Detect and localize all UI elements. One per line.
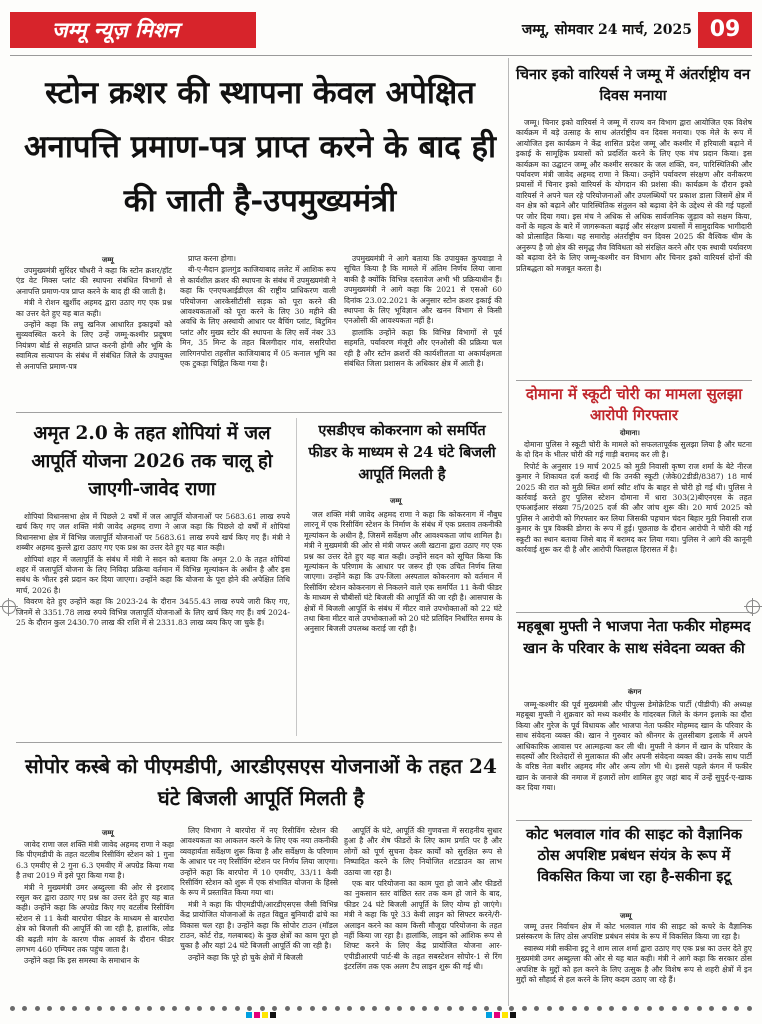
footer-dot-icon: [722, 1006, 727, 1011]
footer-dot-icon: [434, 1006, 439, 1011]
footer-dot-icon: [72, 1006, 77, 1011]
sopore-byline: जम्मू: [102, 829, 114, 837]
footer-dot-icon: [47, 1006, 52, 1011]
footer-dot-icon: [335, 1006, 340, 1011]
paragraph: मंत्री ने मुख्यमंत्री उमर अब्दुल्ला की ओर से इरशाद रसूल कर द्वारा उठाए गए प्रश्न का उत्तर देते हुए यह बात कही। उन्होंने कहा कि अपग्रेड किए गए वटलीब रिसीविंग स्टेशन से 11 केवी बारपोरा फीडर के माध्यम से बारपोरा क्षेत्र को बिजली की आपूर्ति की जा रही है, हालांकि, लोड की बढ़ती मांग के कारण पीक आवर्स के दौरान फीडर लगभग 460 एम्पियर तक पहुंच जाता है।: [16, 882, 174, 955]
paragraph: शोपियां विधानसभा क्षेत्र में पिछले 2 वर्षों में जल आपूर्ति योजनाओं पर 5683.61 लाख रुपये खर्च किए गए जल शक्ति मंत्री जावेद अहमद राणा ने आज कहा कि पिछले दो वर्षों में शोपियां विधानसभा क्षेत्र में विभिन्न जलापूर्ति योजनाओं पर 5683.61 लाख रुपये खर्च किए गए हैं। मंत्री ने शब्बीर अहमद कुल्ले द्वारा उठाए गए एक प्रश्न का उत्तर देते हुए यह बात कही।: [16, 512, 290, 553]
paragraph: उन्होंने कहा कि लघु खनिज आधारित इकाइयों को सुव्यवस्थित करने के लिए उन्हें जम्मू-कश्मीर प्रदूषण नियंत्रण बोर्ड से सहमति प्राप्त करनी होगी और भूमि के स्वामित्व सत्यापन के संबंध में संबंधित जिले के उपायुक्त से अनापत्ति प्रमाण-पत्र: [16, 320, 172, 371]
paragraph: आपूर्ति के घंटे, आपूर्ति की गुणवत्ता में सराहनीय सुधार हुआ है और शेष फीडरों के लिए काम प्रगति पर है और लोगों को पूर्ण सुचना देकर कार्यों को सुरक्षित रूप से निष्पादित करने के लिए नियोजित शटडाउन का लाभ उठाया जा रहा है।: [344, 826, 502, 877]
footer-dot-icon: [572, 1006, 577, 1011]
color-swatch-icon: [494, 1012, 500, 1018]
footer-dot-icon: [197, 1006, 202, 1011]
footer-dot-icon: [285, 1006, 290, 1011]
footer-dot-icon: [160, 1006, 165, 1011]
footer-dot-icon: [447, 1006, 452, 1011]
mehbooba-headline: महबूबा मुफ्ती ने भाजपा नेता फकीर मोहम्मद खान के परिवार के साथ संवेदना व्यक्त की: [517, 618, 751, 657]
paragraph: बी-ए-मैदान ड्रालगुंड काजियाबाद ललेट में आशिक रूप से कार्यशील क्रशर की स्थापना के संबंध में उपमुख्यमंत्री ने कहा कि एनएचआईडीएल की राष्ट्रीय प्राधिकरण वाली परियोजना आरकेसीटीसी सड़क को पूरा करने की आवश्यकताओं को पूरा करने के लिए 30 महीने की अवधि के लिए अस्थायी आधार पर बैचिंग प्लांट, बिटुमिन प्लांट और मुख्य स्टोर की स्थापना के लिए सर्वे नंबर 33 मिन, 35 मिन्ट के तहत बिलगीदार गांव, ससरिपोरा लारिगनपोरा तहसील काजियाबाद में 05 कनाल भूमि का एक टुकड़ा चिह्नित किया गया है।: [180, 265, 336, 369]
footer-dot-icon: [247, 1006, 252, 1011]
color-swatch-icon: [486, 1012, 492, 1018]
dateline: जम्मू, सोमवार 24 मार्च, 2025: [521, 22, 692, 38]
lead-headline: स्टोन क्रशर की स्थापना केवल अपेक्षित अनापत्ति प्रमाण-पत्र प्राप्त करने के बाद ही की जाती है-उपमुख्यमंत्री: [23, 75, 496, 219]
column-rule: [296, 418, 297, 736]
masthead: [10, 8, 752, 52]
footer-dot-icon: [522, 1006, 527, 1011]
footer-dot-icon: [22, 1006, 27, 1011]
lead-col-1: [16, 266, 172, 408]
masthead-rule: [10, 55, 752, 56]
kot-body: [516, 922, 752, 1004]
section-rule: [16, 412, 502, 413]
footer-dot-icon: [122, 1006, 127, 1011]
sdh-byline: जम्मू: [390, 497, 402, 505]
mehbooba-body: [516, 700, 752, 818]
paragraph: लिए विभाग ने बारपोरा में नए रिसीविंग स्टेशन की आवश्यकता का आकलन करने के लिए एक नया तकनीकी व्यवहार्यता सर्वेक्षण शुरू किया है और सर्वेक्षण के परिणाम के आधार पर नए रिसीविंग स्टेशन पर निर्णय लिया जाएगा। उन्होंने कहा कि बारपोरा में 10 एमवीए, 33/11 केवी रिसीविंग स्टेशन को शुरू में एक संभावित योजना के हिस्से के रूप में प्रस्तावित किया गया था।: [180, 826, 338, 898]
paragraph: जम्मू। चिनार इको वारियर्स ने जम्मू में राज्य वन विभाग द्वारा आयोजित एक विशेष कार्यक्रम में बड़े उत्साह के साथ अंतर्राष्ट्रीय वन दिवस मनाया। एक मेले के रूप में आयोजित इस कार्यक्रम ने केंद्र शासित प्रदेश जम्मू और कश्मीर में हरियाली बढ़ाने में इकाई के सामूहिक प्रयासों को प्रदर्शित करने के लिए एक मंच प्रदान किया। इस कार्यक्रम का उद्घाटन जम्मू और कश्मीर सरकार के जल शक्ति, वन, पारिस्थितिकी और पर्यावरण मंत्री जावेद अहमद राणा ने किया। उन्होंने पर्यावरण संरक्षण और वनीकरण प्रयासों में चिनार इको वारियर्स के योगदान की प्रशंसा की। कार्यक्रम के दौरान इको वारियर्स ने अपने चल रहे परियोजनाओं और उपलब्धियों पर प्रकाश डाला जिसमें क्षेत्र में वन क्षेत्र को बढ़ाने और पारिस्थितिक संतुलन को बढ़ावा देने के उद्देश्य से की गई पहलों पर जोर दिया गया। इस मंच ने अधिक से अधिक सार्वजनिक जुड़ाव को सक्षम किया, वनों के महत्व के बारे में जागरूकता बढ़ाई और संरक्षण प्रयासों में सामुदायिक भागीदारी को प्रोत्साहित किया। यह समारोह अंतर्राष्ट्रीय वन दिवस 2025 की वैश्विक थीम के अनुरूप है जो क्षेत्र की समृद्ध जैव विविधता को संरक्षित करने और एक स्थायी पर्यावरण को बढ़ावा देने के लिए जम्मू-कश्मीर वन विभाग और चिनार इको वारियर्स दोनों की प्रतिबद्धता को मजबूत करता है।: [516, 118, 752, 273]
amrut-body: [16, 512, 290, 736]
color-swatch-icon: [270, 1012, 276, 1018]
footer-dot-icon: [659, 1006, 664, 1011]
footer-dot-icon: [472, 1006, 477, 1011]
lead-byline: जम्मू: [102, 256, 114, 264]
footer-dots: [10, 1006, 752, 1016]
footer-dot-icon: [509, 1006, 514, 1011]
footer-dot-icon: [385, 1006, 390, 1011]
footer-dot-icon: [634, 1006, 639, 1011]
registration-mark-icon: [2, 600, 16, 614]
color-swatch-icon: [262, 1012, 268, 1018]
footer-dot-icon: [609, 1006, 614, 1011]
footer-dot-icon: [622, 1006, 627, 1011]
domana-body: [516, 440, 752, 608]
color-swatch-icon: [254, 1012, 260, 1018]
footer-dot-icon: [397, 1006, 402, 1011]
footer-dot-icon: [272, 1006, 277, 1011]
footer-dot-icon: [747, 1006, 752, 1011]
footer-dot-icon: [547, 1006, 552, 1011]
section-rule: [516, 380, 752, 381]
footer-dot-icon: [260, 1006, 265, 1011]
paragraph: जल शक्ति मंत्री जावेद अहमद राणा ने कहा कि कोकरनाग में नौबुघ लारनू में एक रिसीविंग स्टेशन के निर्माण के संबंध में एक प्रस्ताव तकनीकी मूल्यांकन के अधीन है, जिसमें सर्वेक्षण और आवश्यकता जांच शामिल है। मंत्री ने मुख्यमंत्री की ओर से मंत्री जफर अली खटाना द्वारा उठाए गए एक प्रश्न का उत्तर देते हुए यह बात कही। उन्होंने सदन को सूचित किया कि मूल्यांकन के परिणाम के आधार पर जरूर ही एक उचित निर्णय लिया जाएगा। उन्होंने कहा कि उप-जिला अस्पताल कोकरनाग को वर्तमान में रिसीविंग स्टेशन कोकरनाग से निकलने वाले एक समर्पित 11 केवी फीडर के माध्यम से चौबीसों घंटे बिजली की आपूर्ति की जा रही है। आसपास के क्षेत्रों में बिजली आपूर्ति के संबंध में मीटर वाले उपभोक्ताओं को 22 घंटे तथा बिना मीटर वाले उपभोक्ताओं को 20 घंटे प्रतिदिन निर्धारित समय के अनुसार बिजली उपलब्ध कराई जा रही है।: [304, 510, 502, 634]
color-swatch-icon: [246, 1012, 252, 1018]
footer-dot-icon: [297, 1006, 302, 1011]
footer-dot-icon: [85, 1006, 90, 1011]
footer-dot-icon: [10, 1006, 15, 1011]
footer-dot-icon: [210, 1006, 215, 1011]
footer-dot-icon: [484, 1006, 489, 1011]
sdh-headline: एसडीएच कोकरनाग को समर्पित फीडर के माध्यम से 24 घंटे बिजली आपूर्ति मिलती है: [308, 422, 496, 483]
page-number: 09: [698, 12, 752, 48]
paragraph: मंत्री ने रोशन खुर्शीद अहमद द्वारा उठाए गए एक प्रश्न का उत्तर देते हुए यह बात कही।: [16, 298, 172, 318]
footer-dot-icon: [235, 1006, 240, 1011]
footer-dot-icon: [672, 1006, 677, 1011]
section-rule: [16, 742, 502, 743]
footer-dot-icon: [360, 1006, 365, 1011]
footer-dot-icon: [172, 1006, 177, 1011]
footer-dot-icon: [97, 1006, 102, 1011]
sopore-headline: सोपोर कस्बे को पीएमडीपी, आरडीएसएस योजनाओं के तहत 24 घंटे बिजली आपूर्ति मिलती है: [25, 754, 497, 810]
kot-byline: जम्मू: [620, 912, 632, 920]
lead-col-2: [180, 254, 336, 404]
chinar-body: [516, 118, 752, 378]
footer-dot-icon: [684, 1006, 689, 1011]
amrut-headline: अमृत 2.0 के तहत शोपियां में जल आपूर्ति योजना 2026 तक चालू हो जाएगी-जावेद राणा: [31, 423, 273, 500]
paragraph: स्वास्थ्य मंत्री सकीना इटू ने शाम लाल शर्मा द्वारा उठाए गए एक प्रश्न का उत्तर देते हुए मुख्यमंत्री उमर अब्दुल्ला की ओर से यह बात कही। मंत्री ने आगे कहा कि सरकार ठोस अपशिष्ट के मुद्दों को हल करने के लिए उत्सुक है और विशेष रूप से शहरी क्षेत्रों में इन मुद्दों को सौहार्द से हल करने के लिए कदम उठाए जा रहे हैं।: [516, 943, 752, 985]
section-rule: [516, 612, 752, 613]
paragraph: दोमाना पुलिस ने स्कूटी चोरी के मामले को सफलतापूर्वक सुलझा लिया है और घटना के दो दिन के भीतर चोरी की गई गाड़ी बरामद कर ली है।: [516, 440, 752, 460]
newspaper-brand: जम्मू न्यूज़ मिशन: [10, 12, 256, 48]
registration-mark-icon: [746, 600, 760, 614]
paragraph: उन्होंने कहा कि पूरे हो चुके क्षेत्रों में बिजली: [188, 952, 303, 962]
footer-dot-icon: [135, 1006, 140, 1011]
footer-dot-icon: [534, 1006, 539, 1011]
paragraph: शोपियां शहर में जलापूर्ति के संबंध में मंत्री ने सदन को बताया कि अमृत 2.0 के तहत शोपियां शहर में जलापूर्ति योजना के लिए निविदा प्रक्रिया वर्तमान में विभिन्न मूल्यांकन के अधीन है और इस सबंध के भीतर इसे प्रदान कर दिया जाएगा। उन्होंने कहा कि योजना के पूरा होने की अपेक्षित तिथि मार्च, 2026 है।: [16, 554, 290, 595]
footer-dot-icon: [110, 1006, 115, 1011]
footer-dot-icon: [147, 1006, 152, 1011]
footer-dot-icon: [347, 1006, 352, 1011]
kot-headline: कोट भलवाल गांव की साइट को वैज्ञानिक ठोस अपशिष्ट प्रबंधन संयंत्र के रूप में विकसित किया जा रहा है-सकीना इटू: [526, 826, 742, 885]
paragraph: विवरण देते हुए उन्होंने कहा कि 2023-24 के दौरान 3455.43 लाख रुपये जारी किए गए, जिनमें से 3351.78 लाख रुपये विभिन्न जलापूर्ति योजनाओं के लिए खर्च किए गए हैं। वर्ष 2024-25 के दौरान कुल 2430.70 लाख की राशि में से 2331.83 लाख व्यय किए जा चुके हैं।: [16, 597, 290, 628]
footer-dot-icon: [185, 1006, 190, 1011]
sopore-col-3: [344, 826, 502, 1002]
footer-dot-icon: [310, 1006, 315, 1011]
domana-byline: दोमाना।: [620, 429, 640, 437]
paragraph: रिपोर्ट के अनुसार 19 मार्च 2025 को मुठी निवासी कृष्ण राज शर्मा के बेटे नीरज कुमार ने शिकायत दर्ज कराई थी कि उनकी स्कूटी (जेके02डीडी/8387) 18 मार्च 2025 की रात को मुठी स्थित शर्मा स्वीट शॉप के बाहर से चोरी हो गई थी। पुलिस ने कार्रवाई करते हुए पुलिस स्टेशन दोमाना में धारा 303(2)बीएनएस के तहत एफआईआर संख्या 75/2025 दर्ज की और जांच शुरू की। 20 मार्च 2025 को पुलिस ने आरोपी को गिरफ्तार कर लिया जिसकी पहचान चंदन बिहार मुठी निवासी राज कुमार के पुत्र विक्की डोगरा के रूप में हुई। पूछताछ के दौरान आरोपी ने चोरी की गई स्कूटी का स्थान बताया जिसे बाद में बरामद कर लिया गया। पुलिस ने आगे की कानूनी कार्रवाई शुरू कर दी है और आरोपी फिलहाल हिरासत में है।: [516, 461, 752, 555]
footer-dot-icon: [697, 1006, 702, 1011]
lead-col-3: [344, 254, 502, 404]
paragraph: उपमुख्यमंत्री सुरिंदर चौधरी ने कहा कि स्टोन क्रशर/हॉट एंड वेट मिक्स प्लांट की स्थापना संबंधित विभागों से अनापत्ति प्रमाण-पत्र प्राप्त करने के बाद ही की जाती है।: [16, 266, 172, 296]
sdh-body: [304, 510, 502, 738]
footer-dot-icon: [422, 1006, 427, 1011]
paragraph: जम्मू-कश्मीर की पूर्व मुख्यमंत्री और पीपुल्स डेमोक्रेटिक पार्टी (पीडीपी) की अध्यक्ष महबूबा मुफ्ती ने शुक्रवार को मध्य कश्मीर के गांदरबल जिले के कंगन इलाके का दौरा किया और गुरेज के पूर्व विधायक और भाजपा नेता फकीर मोहम्मद खान के परिवार के साथ संवेदना व्यक्त की। खान ने गुरुवार को श्रीनगर के तुलसीबाग इलाके में अपने आधिकारिक आवास पर आत्महत्या कर ली थी। मुफ्ती ने कंगन में खान के परिवार के सदस्यों और रिश्तेदारों से मुलाकात की और अपनी संवेदना व्यक्त की। उनके साथ पार्टी के वरिष्ठ नेता बशीर अहमद मीर और अन्य लोग भी थे। इससे पहले कंगन में फकीर खान के जनाजे की नमाज में हजारों लोग शामिल हुए जहां बाद में उन्हें सुपुर्द-ए-खाक कर दिया गया।: [516, 700, 752, 793]
mehbooba-byline: कंगन: [628, 688, 642, 696]
footer-dot-icon: [410, 1006, 415, 1011]
paragraph: उन्होंने कहा कि इस समस्या के समाधान के: [24, 956, 140, 966]
footer-dot-icon: [372, 1006, 377, 1011]
footer-dot-icon: [60, 1006, 65, 1011]
paragraph: एक बार परियोजना का काम पूरा हो जाने और फीडरों का नुकसान स्तर वांछित स्तर तक कम हो जाने के बाद, फीडर 24 घंटे बिजली आपूर्ति के लिए योग्य हो जाएंगे। मंत्री ने कहा कि पूरे 33 केवी लाइन को सिफ्टर करने/री-अलाइन करने का काम किसी मौजूदा परियोजना के तहत नहीं किया जा रहा है। हालांकि, लाइन को आंशिक रूप से शिफ्ट करने के लिए केंद्र प्रायोजित योजना आर-एपीडीआरपी पार्ट-बी के तहत सबस्टेशन सोपोर-1 से रिंग इंटरलिंग तक एक अलग टैप लाइन शुरू की गई थी।: [344, 879, 502, 972]
footer-dot-icon: [559, 1006, 564, 1011]
sopore-col-2: [180, 826, 338, 1002]
footer-dot-icon: [459, 1006, 464, 1011]
footer-dot-icon: [584, 1006, 589, 1011]
footer-dot-icon: [35, 1006, 40, 1011]
paragraph: प्राप्त करना होगा।: [188, 254, 237, 263]
paragraph: जावेद राणा जल शक्ति मंत्री जावेद अहमद राणा ने कहा कि पीएमडीपी के तहत वटलीब रिसीविंग स्टेशन को 1 गुना 6.3 एमवीए से 2 गुना 6.3 एमवीए में अपग्रेड किया गया है तथा 2019 में इसे पूरा किया गया है।: [16, 840, 174, 881]
footer-dot-icon: [647, 1006, 652, 1011]
paragraph: जम्मू उत्तर निर्वाचन क्षेत्र में कोट भलवाल गांव की साइट को कचरे के वैज्ञानिक प्रसंस्करण के लिए ठोस अपशिष्ट प्रबंधन संयंत्र के रूप में विकसित किया जा रहा है।: [516, 922, 752, 942]
footer-dot-icon: [734, 1006, 739, 1011]
color-swatch-icon: [502, 1012, 508, 1018]
footer-dot-icon: [222, 1006, 227, 1011]
chinar-headline: चिनार इको वारियर्स ने जम्मू में अंतर्राष्ट्रीय वन दिवस मनाया: [516, 66, 751, 104]
section-rule: [516, 820, 752, 821]
color-swatch-icon: [510, 1012, 516, 1018]
footer-dot-icon: [709, 1006, 714, 1011]
paragraph: उपमुख्यमंत्री ने आगे बताया कि उपायुक्त कुपवाड़ा ने सूचित किया है कि मामले में अंतिम निर्णय लिया जाना बाकी है क्योंकि विभिन्न दस्तावेज अभी भी प्रक्रियाधीन हैं। उपमुख्यमंत्री ने आगे कहा कि 2021 से एसओ 60 दिनांक 23.02.2021 के अनुसार स्टोन क्रशर इकाई की स्थापना के लिए भूविज्ञान और खनन विभाग से किसी एनओसी की आवश्यकता नहीं है।: [344, 254, 502, 326]
sopore-col-1: [16, 840, 174, 1002]
paragraph: हालांकि उन्होंने कहा कि विभिन्न विभागों से पूर्व सहमति, पर्यावरण मंजूरी और एनओसी की प्रक्रिया चल रही है और स्टोन क्रशरों की कार्यशीलता या अकार्यक्षमता संबंधित जिला प्रशासन के अधिकार क्षेत्र में आती है।: [344, 327, 502, 369]
paragraph: मंत्री ने कहा कि पीएमडीपी/आरडीएसएस जैसी विभिन्न केंद्र प्रायोजित योजनाओं के तहत विद्युत बुनियादी ढांचे का विकास चल रहा है। उन्होंने कहा कि सोपोर टाउन (मॉडल टाउन, कोर्ट रोड, गलबाबद) के कुछ क्षेत्रों का काम पूरा हो चुका है और यहां 24 घंटे बिजली आपूर्ति की जा रही है।: [180, 899, 338, 951]
footer-dot-icon: [497, 1006, 502, 1011]
domana-headline: दोमाना में स्कूटी चोरी का मामला सुलझा आरोपी गिरफ्तार: [525, 385, 743, 424]
footer-dot-icon: [322, 1006, 327, 1011]
column-divider: [508, 58, 509, 1006]
footer-dot-icon: [597, 1006, 602, 1011]
